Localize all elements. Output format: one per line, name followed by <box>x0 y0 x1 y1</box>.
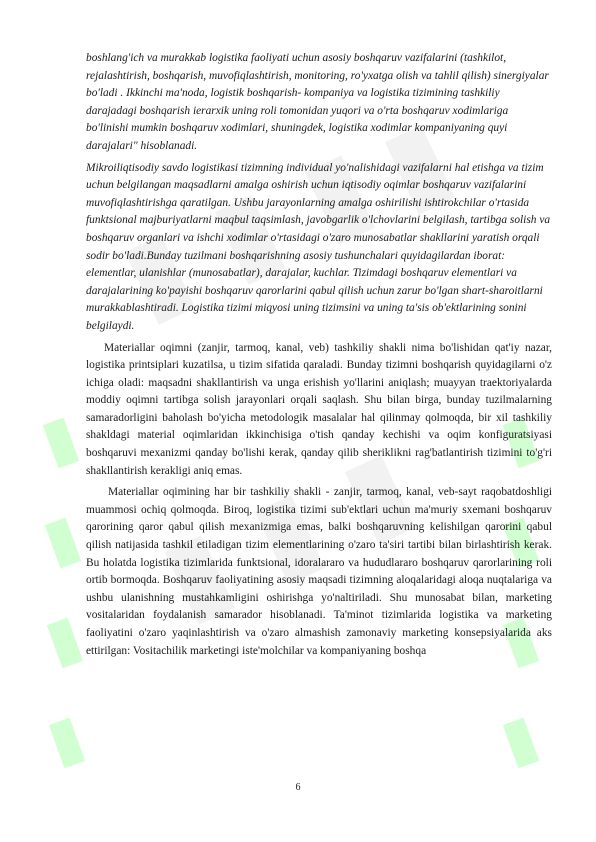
page-number: 6 <box>295 782 301 793</box>
italic-paragraph: boshlang'ich va murakkab logistika faoliyati uchun asosiy boshqaruv vazifalarini (tashkilot, rejalashtirish, boshqarish, muvofiqlashtirish, monitoring, ro'yxatga olish va tahlil qilish) sinergiyalar bo'ladi . Ikkinchi ma'noda, logistik boshqarish- kompaniya va logistika tizimining tashkiliy darajadagi boshqarish ierarxik uning roli tomonidan yuqori va o'rta boshqaruv xodimlariga bo'linishi mumkin boshqaruv xodimlari, shuningdek, logistika xodimlar kompaniyaning quyi darajalari" hisoblanadi. <box>86 52 549 152</box>
italic-paragraph: Mikroiliqtisodiy savdo logistikasi tizimning individual yo'nalishidagi vazifalarni hal etishga va tizim uchun belgilangan maqsadlarni amalga oshirish uchun iqtisodiy oqimlar boshqaruv vazifalarini muvofiqlashtirishga qaratilgan. Ushbu jarayonlarning amalga oshirilishi ishtirokchilar o'rtasida funktsional majburiyatlarni maqbul taqsimlash, javobgarlik o'lchovlarini belgilash, tartibga solish va boshqaruv organlari va ishchi xodimlar o'rtasidagi o'zaro munosabatlar shakllarini yaratish orqali sodir bo'ladi.Bunday tuzilmani boshqarishning asosiy tushunchalari quyidagilardan iborat: elementlar, ulanishlar (munosabatlar), darajalar, kuchlar. Tizimdagi boshqaruv elementlari va darajalarining ko'payishi boshqaruv qarorlarini qabul qilish uchun zarur bo'lgan shart-sharoitlarni murakkablashtiradi. Logistika tizimi miqyosi uning tizimsini va uning ta'sis ob'ektlarining sonini belgilaydi. <box>86 161 551 332</box>
body-paragraph: Materiallar oqimining har bir tashkiliy shakli - zanjir, tarmoq, kanal, veb-sayt raqobatdoshligi muammosi ochiq qolmoqda. Biroq, logistika tizimi sub'ektlari uchun ma'muriy sxemani boshqaruv qarorining qaror qabul qilish mexanizmiga emas, balki boshqaruvning kelishilgan qarorini qabul qilish natijasida tashkil etiladigan tizim elementlarining o'zaro ta'siri tartibi bilan birlashtirish kerak. Bu holatda logistika tizimlarida funktsional, idoralararo va hududlararo boshqaruv qarorlarining roli ortib bormoqda. Boshqaruv faoliyatining asosiy maqsadi tizimning aloqalaridagi aloqa nuqtalariga va ushbu ulanishning mustahkamligini oshirishga yo'naltiriladi. Shu munosabat bilan, marketing vositalaridan foydalanish samarador hisoblanadi. Ta'minot tizimlarida logistika va marketing faoliyatini o'zaro yaqinlashtirish va o'zaro almashish zamonaviy marketing konsepsiyalarida aks ettirilgan: Vositachilik marketingi iste'molchilar va kompaniyaning boshqa <box>86 486 552 657</box>
body-paragraph: Materiallar oqimni (zanjir, tarmoq, kanal, veb) tashkiliy shakli nima bo'lishidan qat'iy nazar, logistika printsiplari kuzatilsa, u tizim sifatida qaraladi. Bunday tizimni boshqarish quyidagilarni o'z ichiga oladi: maqsadni shakllantirish va unga erishish yo'llarini aniqlash; muayyan traektoriyalarda moddiy oqimni tartibga solish jarayonlari orqali saqlash. Shu bilan birga, bunday tuzilmalarning samaradorligini baholash bo'yicha metodologik masalalar hal qilinmay qolmoqda, bir xil tashkiliy shakldagi material oqimlaridan ikkinchisiga o'tish qanday kechishi va oqim konfiguratsiyasi boshqaruvi mexanizmi qanday bo'lishi kerak, qanday qilib sheriklikni rag'batlantirish tizimini to'g'ri shakllantirish kerakligi aniq emas. <box>86 341 552 477</box>
document-body <box>86 50 552 664</box>
